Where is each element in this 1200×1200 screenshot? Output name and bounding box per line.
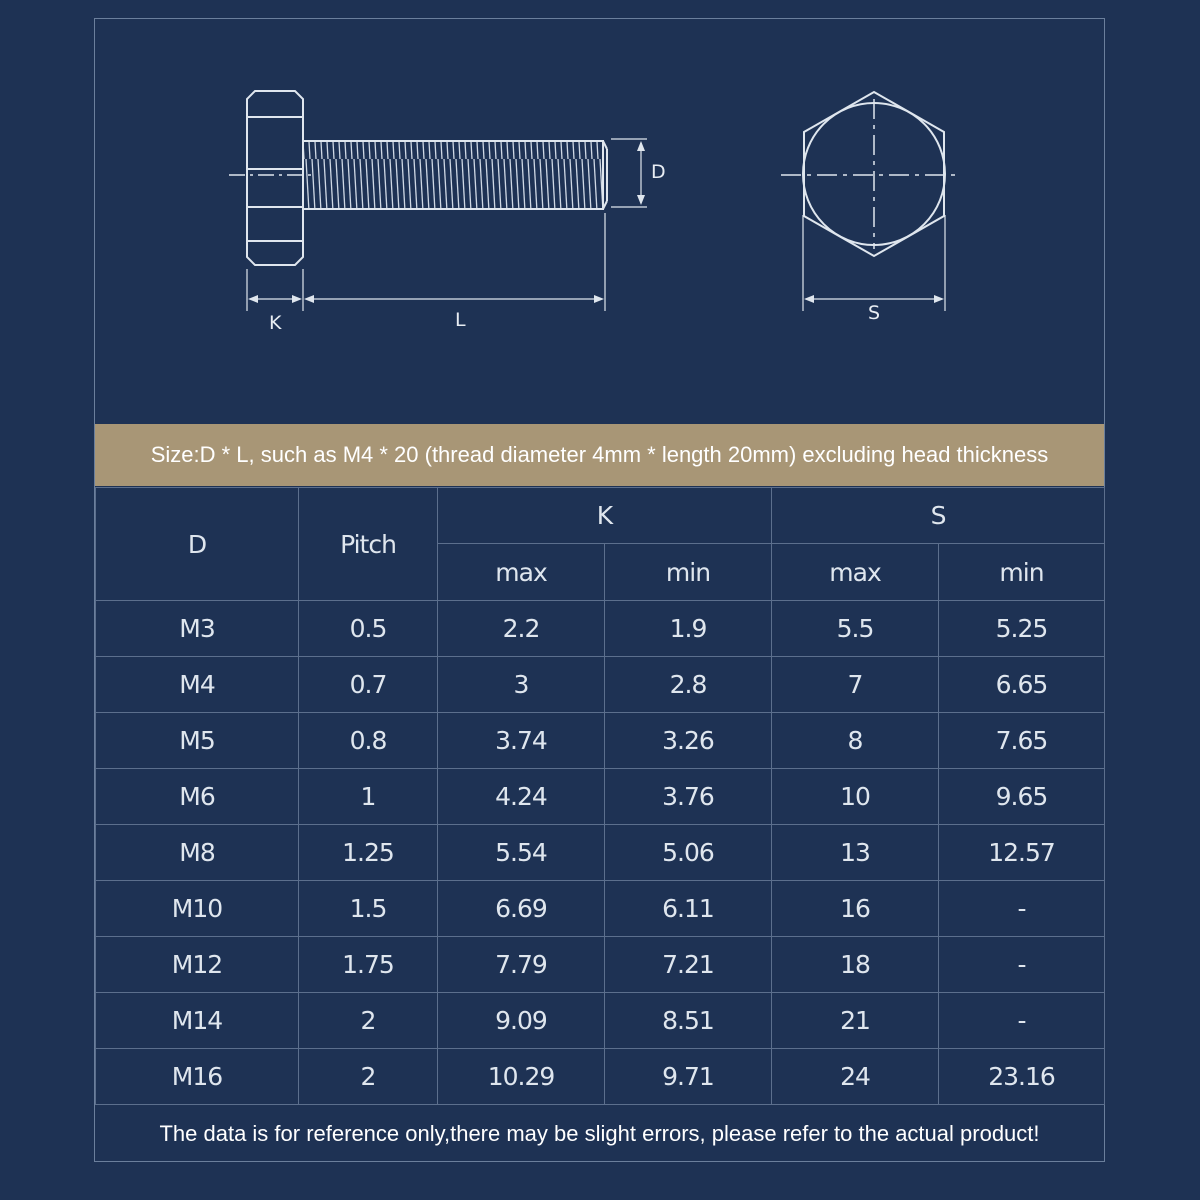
table-header-row [96,488,1105,544]
cell-pitch: 1 [299,769,438,825]
cell-pitch: 0.7 [299,657,438,713]
cell-k-max: 7.79 [438,937,605,993]
dimension-label-d: D [651,161,666,183]
cell-s-max: 5.5 [772,601,939,657]
side-view [229,91,647,311]
cell-k-min: 7.21 [605,937,772,993]
cell-s-min: 5.25 [939,601,1105,657]
header-s: S [772,488,1105,544]
cell-s-max: 7 [772,657,939,713]
cell-k-max: 2.2 [438,601,605,657]
cell-d: M3 [96,601,299,657]
header-s-max: max [772,544,939,601]
cell-k-max: 6.69 [438,881,605,937]
cell-s-max: 13 [772,825,939,881]
cell-k-max: 10.29 [438,1049,605,1105]
table-row [96,825,1105,881]
cell-k-min: 3.26 [605,713,772,769]
cell-s-max: 16 [772,881,939,937]
cell-d: M14 [96,993,299,1049]
cell-k-min: 8.51 [605,993,772,1049]
table-row [96,769,1105,825]
cell-s-min: - [939,881,1105,937]
cell-k-min: 1.9 [605,601,772,657]
cell-d: M6 [96,769,299,825]
cell-k-min: 9.71 [605,1049,772,1105]
cell-s-min: 23.16 [939,1049,1105,1105]
spec-table [95,487,1105,1105]
cell-k-min: 3.76 [605,769,772,825]
cell-pitch: 0.5 [299,601,438,657]
cell-k-max: 4.24 [438,769,605,825]
cell-s-max: 10 [772,769,939,825]
table-row [96,657,1105,713]
cell-d: M10 [96,881,299,937]
cell-k-max: 3 [438,657,605,713]
cell-d: M16 [96,1049,299,1105]
table-row [96,601,1105,657]
cell-k-min: 6.11 [605,881,772,937]
header-k: K [438,488,772,544]
bolt-diagram [95,19,1104,424]
cell-k-min: 2.8 [605,657,772,713]
size-info-banner: Size:D * L, such as M4 * 20 (thread diameter 4mm * length 20mm) excluding head thickness [95,424,1104,486]
header-pitch: Pitch [299,488,438,601]
cell-pitch: 1.75 [299,937,438,993]
header-k-max: max [438,544,605,601]
cell-k-max: 5.54 [438,825,605,881]
cell-d: M12 [96,937,299,993]
cell-s-min: 9.65 [939,769,1105,825]
dimension-label-k: K [269,312,282,334]
table-row [96,713,1105,769]
table-row [96,993,1105,1049]
table-row [96,937,1105,993]
cell-k-min: 5.06 [605,825,772,881]
table-row [96,881,1105,937]
bolt-drawing [95,19,1104,424]
cell-s-max: 8 [772,713,939,769]
cell-s-min: - [939,937,1105,993]
header-s-min: min [939,544,1105,601]
cell-k-max: 9.09 [438,993,605,1049]
cell-s-min: 12.57 [939,825,1105,881]
cell-d: M4 [96,657,299,713]
dimension-label-l: L [455,309,466,331]
header-k-min: min [605,544,772,601]
table-row [96,1049,1105,1105]
cell-s-min: - [939,993,1105,1049]
cell-d: M8 [96,825,299,881]
cell-pitch: 1.25 [299,825,438,881]
cell-k-max: 3.74 [438,713,605,769]
disclaimer-note: The data is for reference only,there may be slight errors, please refer to the actual product! [159,1121,1040,1146]
cell-s-max: 18 [772,937,939,993]
top-view [781,92,955,311]
bolt-thread [303,141,603,209]
cell-s-min: 6.65 [939,657,1105,713]
cell-s-max: 21 [772,993,939,1049]
header-d: D [96,488,299,601]
cell-pitch: 1.5 [299,881,438,937]
cell-pitch: 2 [299,1049,438,1105]
cell-s-max: 24 [772,1049,939,1105]
cell-d: M5 [96,713,299,769]
cell-pitch: 0.8 [299,713,438,769]
cell-pitch: 2 [299,993,438,1049]
dimension-label-s: S [868,302,881,324]
cell-s-min: 7.65 [939,713,1105,769]
